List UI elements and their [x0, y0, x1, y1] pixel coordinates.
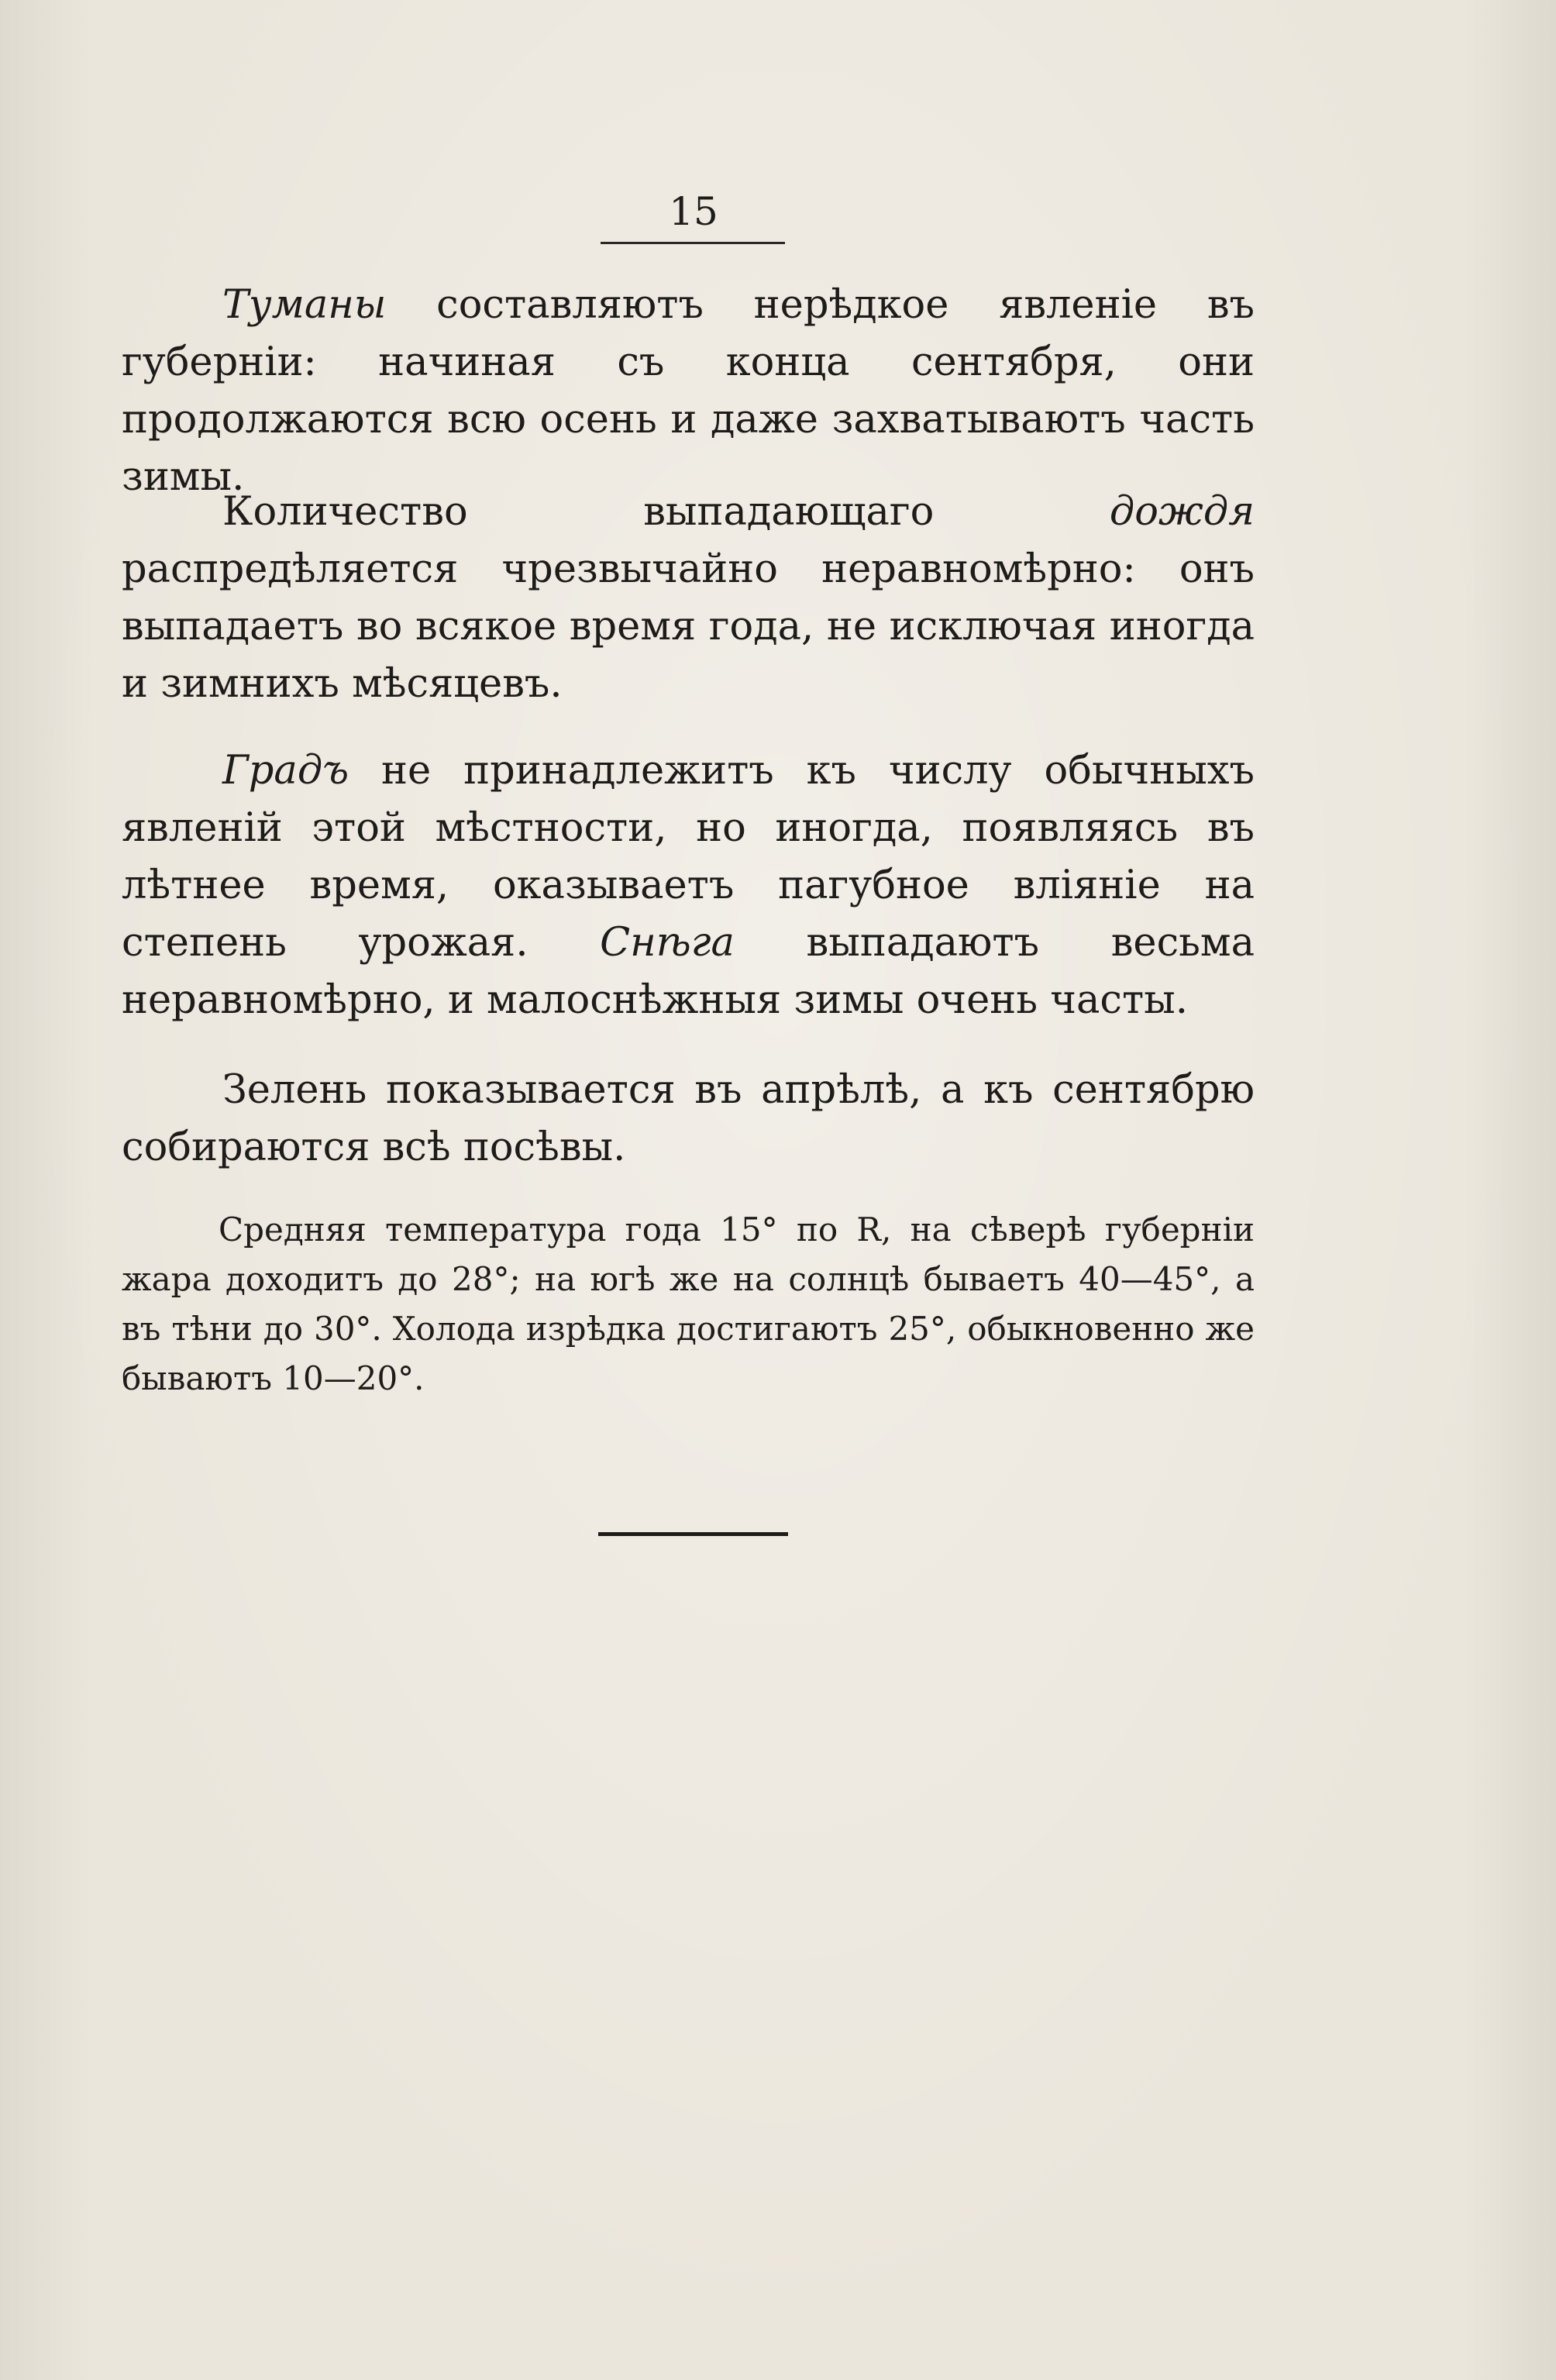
paragraph-rain	[122, 484, 1255, 713]
header-rule	[601, 242, 785, 244]
paragraph-snow-text: выпадаютъ весьма неравномѣрно, и малоснѣжныя зимы очень часты.	[122, 920, 1255, 1023]
note-temperature	[122, 1205, 1255, 1404]
paragraph-fogs-text: составляютъ нерѣдкое явленіе въ губерніи: начиная съ конца сентября, они продолжаются всю осень и даже захватываютъ часть зимы.	[122, 282, 1255, 500]
emphasis-snow: Снѣга	[600, 920, 735, 966]
paragraph-hail-text: не принадлежитъ къ числу обычныхъ явленій этой мѣстности, но иногда, появляясь въ лѣтнее время, оказываетъ пагубное вліяніе на степень урожая.	[122, 748, 1255, 966]
paragraph-fogs	[122, 277, 1255, 506]
emphasis-fogs: Туманы	[222, 282, 387, 328]
emphasis-rain: дождя	[1109, 489, 1255, 535]
page-number: 15	[669, 189, 718, 234]
paragraph-rain-text-before: Количество выпадающаго	[222, 489, 1110, 535]
paragraph-hail-snow	[122, 742, 1255, 1029]
paragraph-rain-text-after: распредѣляется чрезвычайно неравномѣрно: онъ выпадаетъ во всякое время года, не исключая иногда и зимнихъ мѣсяцевъ.	[122, 546, 1255, 707]
paragraph-greenery	[122, 1062, 1255, 1176]
footer-rule	[598, 1532, 788, 1536]
paragraph-greenery-text: Зелень показывается въ апрѣлѣ, а къ сентябрю собираются всѣ посѣвы.	[122, 1067, 1255, 1170]
note-temperature-text: Средняя температура года 15° по R, на сѣверѣ губерніи жара доходитъ до 28°; на югѣ же на солнцѣ бываетъ 40—45°, а въ тѣни до 30°. Холода изрѣдка достигаютъ 25°, обыкновенно же бываютъ 10—20°.	[122, 1211, 1255, 1397]
emphasis-hail: Градъ	[222, 748, 349, 794]
